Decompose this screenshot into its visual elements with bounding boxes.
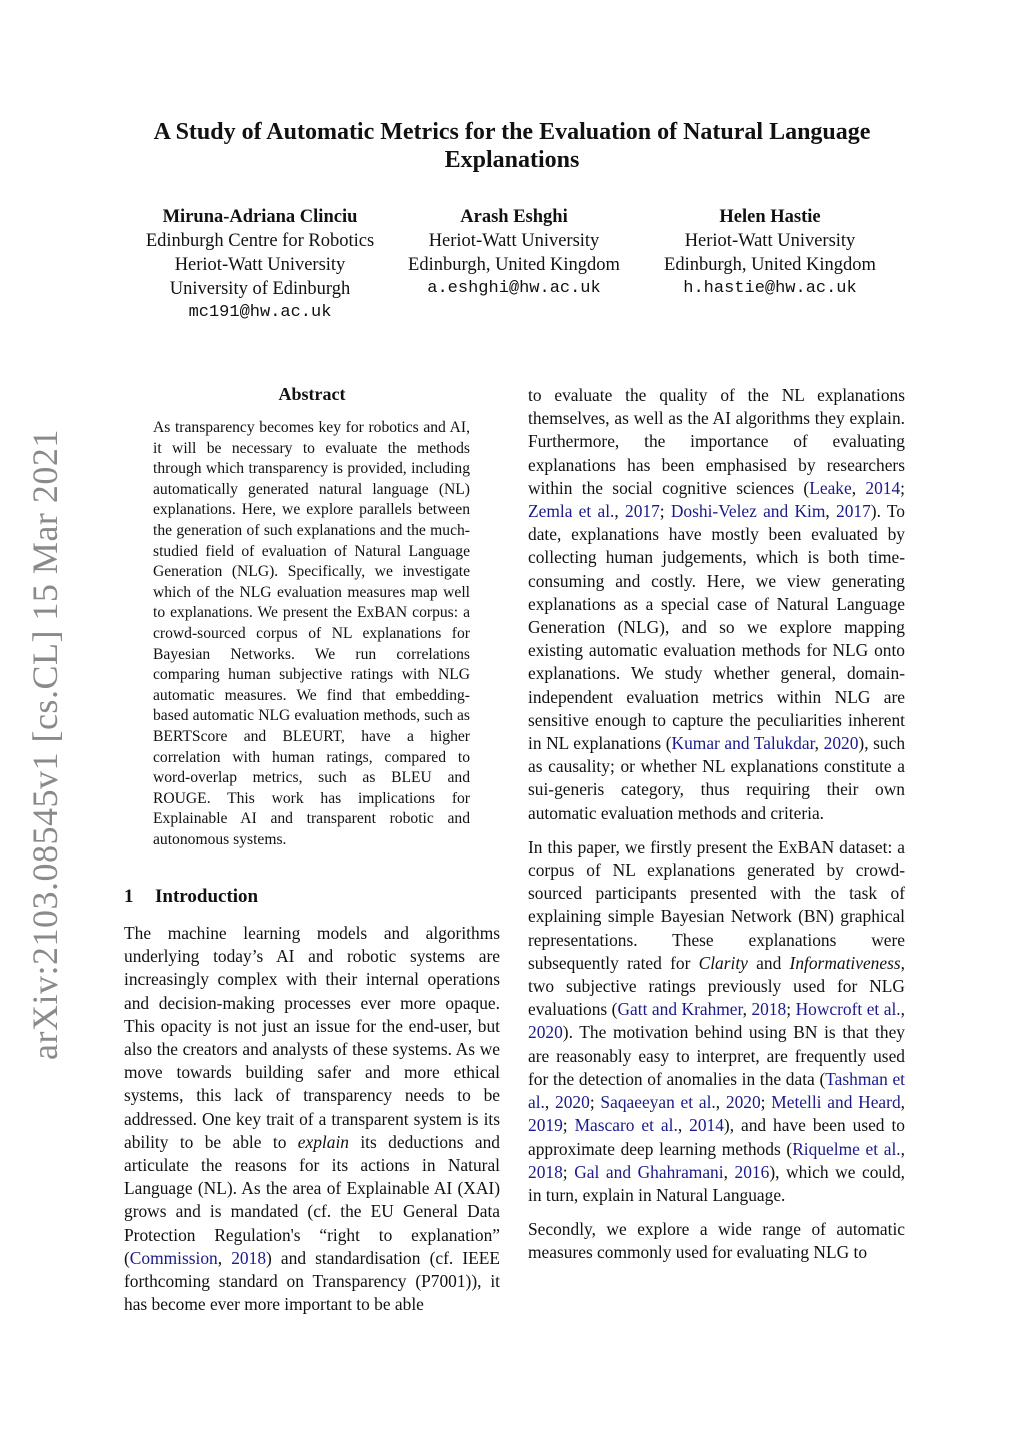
author-email: a.eshghi@hw.ac.uk — [427, 279, 601, 298]
citation-link[interactable]: 2018 — [231, 1247, 267, 1268]
citation-link[interactable]: Doshi-Velez and Kim — [670, 501, 826, 522]
citation-link[interactable]: Saqaeeyan et al. — [600, 1092, 716, 1113]
intro-paragraph: Secondly, we explore a wide range of automatic measures commonly used for evaluating NLG to — [528, 1219, 905, 1263]
abstract-heading: Abstract — [278, 384, 346, 404]
author-affiliation: Heriot-Watt University — [684, 231, 856, 251]
citation-link[interactable]: 2014 — [689, 1115, 724, 1136]
citation-link[interactable]: 2020 — [725, 1092, 761, 1113]
citation-link[interactable]: Leake — [809, 477, 852, 498]
author-affiliation: Heriot-Watt University — [428, 231, 600, 251]
intro-left-column — [124, 922, 500, 1316]
citation-link[interactable]: Zemla et al. — [528, 501, 615, 522]
author-email: mc191@hw.ac.uk — [188, 303, 332, 322]
arxiv-identifier: arXiv:2103.08545v1 [cs.CL] 15 Mar 2021 — [25, 429, 65, 1060]
author-block — [124, 205, 396, 325]
author-block — [648, 205, 892, 301]
author-name: Helen Hastie — [719, 207, 821, 227]
intro-paragraph: The machine learning models and algorithms underlying today’s AI and robotic systems are increasingly complex with their internal operations and decision-making processes ever more opaque. This opacity is not just an issue for the end-user, but also the creators and analysts of these systems. As we move towards building safer and more ethical systems, this lack of transparency needs to be addressed. One key trait of a transparent system is its ability to be able to explain its deductions and articulate the reasons for its actions in Natural Language (NL). As the area of Explainable AI (XAI) grows and is mandated (cf. the EU General Data Protection Regulation's “right to explanation” (Commission, 2018) and standardisation (cf. IEEE forthcoming standard on Transparency (P7001)), it has become ever more important to be able — [124, 923, 501, 1315]
citation-link[interactable]: Mascaro et al. — [574, 1115, 678, 1136]
intro-right-column — [528, 384, 905, 1265]
paper-title: A Study of Automatic Metrics for the Evaluation of Natural Language Explanations — [153, 119, 871, 173]
citation-link[interactable]: Riquelme et al. — [792, 1138, 901, 1159]
citation-link[interactable]: 2020 — [528, 1022, 563, 1043]
citation-link[interactable]: Tashman et al. — [528, 1068, 905, 1113]
author-name: Miruna-Adriana Clinciu — [162, 207, 358, 227]
citation-link[interactable]: 2017 — [836, 501, 871, 522]
citation-link[interactable]: 2020 — [555, 1092, 590, 1113]
emphasis: explain — [297, 1131, 349, 1152]
author-affiliation: Edinburgh Centre for Robotics — [145, 231, 375, 251]
citation-link[interactable]: Howcroft et al. — [795, 999, 901, 1020]
citation-link[interactable]: 2019 — [528, 1115, 563, 1136]
citation-link[interactable]: 2018 — [528, 1161, 563, 1182]
citation-link[interactable]: Gatt and Krahmer — [617, 999, 743, 1020]
author-affiliation: Edinburgh, United Kingdom — [664, 255, 876, 275]
author-affiliation: Heriot-Watt University — [174, 255, 346, 275]
citation-link[interactable]: 2020 — [823, 733, 859, 754]
emphasis: Clarity — [698, 952, 748, 973]
emphasis: Informativeness — [789, 952, 901, 973]
intro-paragraph: In this paper, we firstly present the ExBAN dataset: a corpus of NL explanations generated by crowd-sourced participants presented with the task of explaining simple Bayesian Network (BN) graphical representations. These explanations were subsequently rated for Clarity and Informativeness, two subjective ratings previously used for NLG evaluations (Gatt and Krahmer, 2018; Howcroft et al., 2020). The motivation behind using BN is that they are reasonably easy to interpret, are frequently used for the detection of anomalies in the data (Tashman et al., 2020; Saqaeeyan et al., 2020; Metelli and Heard, 2019; Mascaro et al., 2014), and have been used to approximate deep learning methods (Riquelme et al., 2018; Gal and Ghahramani, 2016), which we could, in turn, explain in Natural Language. — [528, 836, 906, 1205]
intro-paragraph: to evaluate the quality of the NL explanations themselves, as well as the AI algorithms they explain. Furthermore, the importance of evaluating explanations has been emphasised by researchers within the social cognitive sciences (Leake, 2014; Zemla et al., 2017; Doshi-Velez and Kim, 2017). To date, explanations have mostly been evaluated by collecting human judgements, which is both time-consuming and costly. Here, we view generating explanations as a special case of Natural Language Generation (NLG), and so we explore mapping existing automatic evaluation methods for NLG onto explanations. We study whether general, domain-independent evaluation metrics within NLG are sensitive enough to capture the peculiarities inherent in NL explanations (Kumar and Talukdar, 2020), such as causality; or whether NL explanations constitute a sui-generis category, thus requiring their own automatic evaluation methods and criteria. — [528, 385, 906, 823]
citation-link[interactable]: 2016 — [734, 1161, 770, 1182]
section-title: Introduction — [155, 886, 259, 907]
abstract-text: As transparency becomes key for robotics and AI, it will be necessary to evaluate the methods through which transparency is provided, including automatically generated natural language (NL) explanations. Here, we explore parallels between the generation of such explanations and the much-studied field of evaluation of Natural Language Generation (NLG). Specifically, we investigate which of the NLG evaluation measures map well to explanations. We present the ExBAN corpus: a crowd-sourced corpus of NL explanations for Bayesian Networks. We run correlations comparing human subjective ratings with NLG automatic measures. We find that embedding-based automatic NLG evaluation methods, such as BERTScore and BLEURT, have a higher correlation with human ratings, compared to word-overlap metrics, such as BLEU and ROUGE. This work has implications for Explainable AI and transparent robotic and autonomous systems. — [153, 419, 470, 848]
author-affiliation: Edinburgh, United Kingdom — [408, 255, 620, 275]
citation-link[interactable]: 2017 — [625, 501, 660, 522]
citation-link[interactable]: 2018 — [751, 999, 787, 1020]
section-number: 1 — [124, 886, 134, 907]
citation-link[interactable]: Gal and Ghahramani — [574, 1161, 724, 1182]
citation-link[interactable]: Commission — [129, 1247, 218, 1268]
author-email: h.hastie@hw.ac.uk — [683, 279, 857, 298]
author-name: Arash Eshghi — [460, 207, 568, 227]
author-block — [392, 205, 636, 301]
citation-link[interactable]: Kumar and Talukdar — [671, 733, 815, 754]
citation-link[interactable]: Metelli and Heard — [771, 1092, 901, 1113]
section-heading — [124, 886, 258, 908]
citation-link[interactable]: 2014 — [865, 477, 901, 498]
author-affiliation: University of Edinburgh — [169, 279, 351, 299]
